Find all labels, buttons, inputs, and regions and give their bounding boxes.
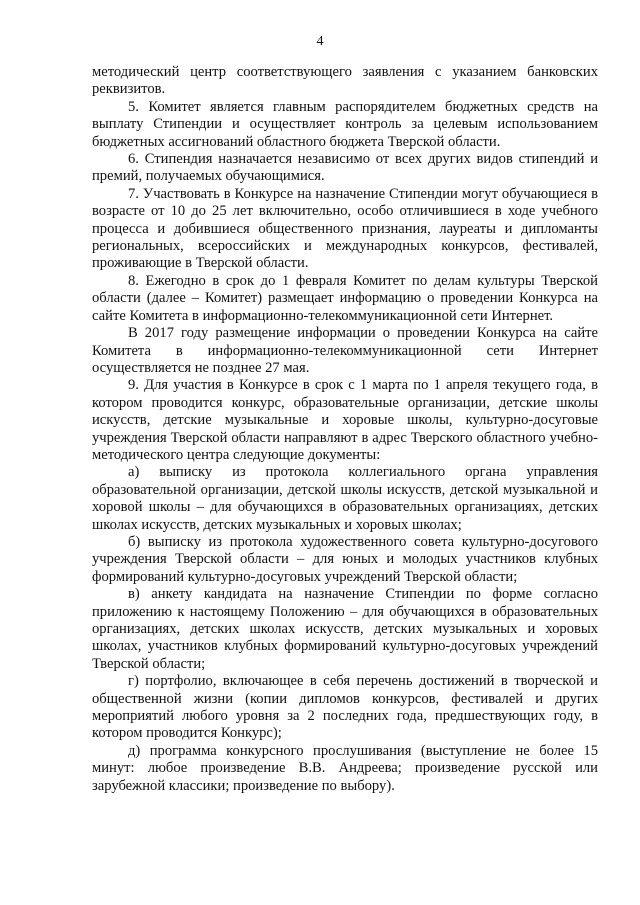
paragraph-8-2017: В 2017 году размещение информации о проведении Конкурса на сайте Комитета в информационно-телекоммуникационной сети Интернет осуществляется не позднее 27 мая.	[92, 325, 598, 376]
paragraph-9-b: б) выписку из протокола художественного совета культурно-досугового учреждения Тверской области – для юных и молодых участников клубных формирований культурно-досуговых учреждений Тверской области;	[92, 533, 598, 585]
paragraph-9-d: д) программа конкурсного прослушивания (выступление не более 15 минут: любое произведение В.В. Андреева; произведение русской или зарубежной классики; произведение по выбору).	[92, 742, 598, 794]
paragraph-6: 6. Стипендия назначается независимо от всех других видов стипендий и премий, получаемых обучающимися.	[92, 151, 598, 185]
page-number: 4	[316, 34, 324, 49]
paragraph-9-v: в) анкету кандидата на назначение Стипендии по форме согласно приложению к настоящему Положению – для обучающихся в образовательных организациях, детских школах искусств, детских музыкальных и хоровых школах, участников клубных формирований культурно-досуговых учреждений Тверской области;	[92, 586, 598, 672]
paragraph-continuation: методический центр соответствующего заявления с указанием банковских реквизитов.	[92, 64, 598, 98]
document-body	[92, 64, 598, 795]
paragraph-7: 7. Участвовать в Конкурсе на назначение Стипендии могут обучающиеся в возрасте от 10 до 25 лет включительно, особо отличившиеся в ходе учебного процесса и добившиеся общественного признания, лауреаты и дипломанты региональных, всероссийских и международных конкурсов, фестивалей, проживающие в Тверской области.	[92, 185, 598, 272]
paragraph-9-g: г) портфолио, включающее в себя перечень достижений в творческой и общественной жизни (копии дипломов конкурсов, фестивалей и других мероприятий любого уровня за 2 последних года, предшествующих году, в котором проводится Конкурс);	[92, 673, 598, 742]
paragraph-8: 8. Ежегодно в срок до 1 февраля Комитет по делам культуры Тверской области (далее – Комитет) размещает информацию о проведении Конкурса на сайте Комитета в информационно-телекоммуникационной сети Интернет.	[92, 272, 598, 324]
paragraph-9-a: а) выписку из протокола коллегиального органа управления образовательной организации, детской школы искусств, детской музыкальной и хоровой школы – для обучающихся в образовательных организациях, детских школах искусств, детских музыкальных и хоровых школах;	[92, 464, 598, 533]
paragraph-9: 9. Для участия в Конкурсе в срок с 1 марта по 1 апреля текущего года, в котором проводится конкурс, образовательные организации, детские школы искусств, детские музыкальные и хоровые школы, культурно-досуговые учреждения Тверской области направляют в адрес Тверского областного учебно-методического центра следующие документы:	[92, 377, 598, 463]
paragraph-5: 5. Комитет является главным распорядителем бюджетных средств на выплату Стипендии и осуществляет контроль за целевым использованием бюджетных ассигнований областного бюджета Тверской области.	[92, 98, 598, 150]
